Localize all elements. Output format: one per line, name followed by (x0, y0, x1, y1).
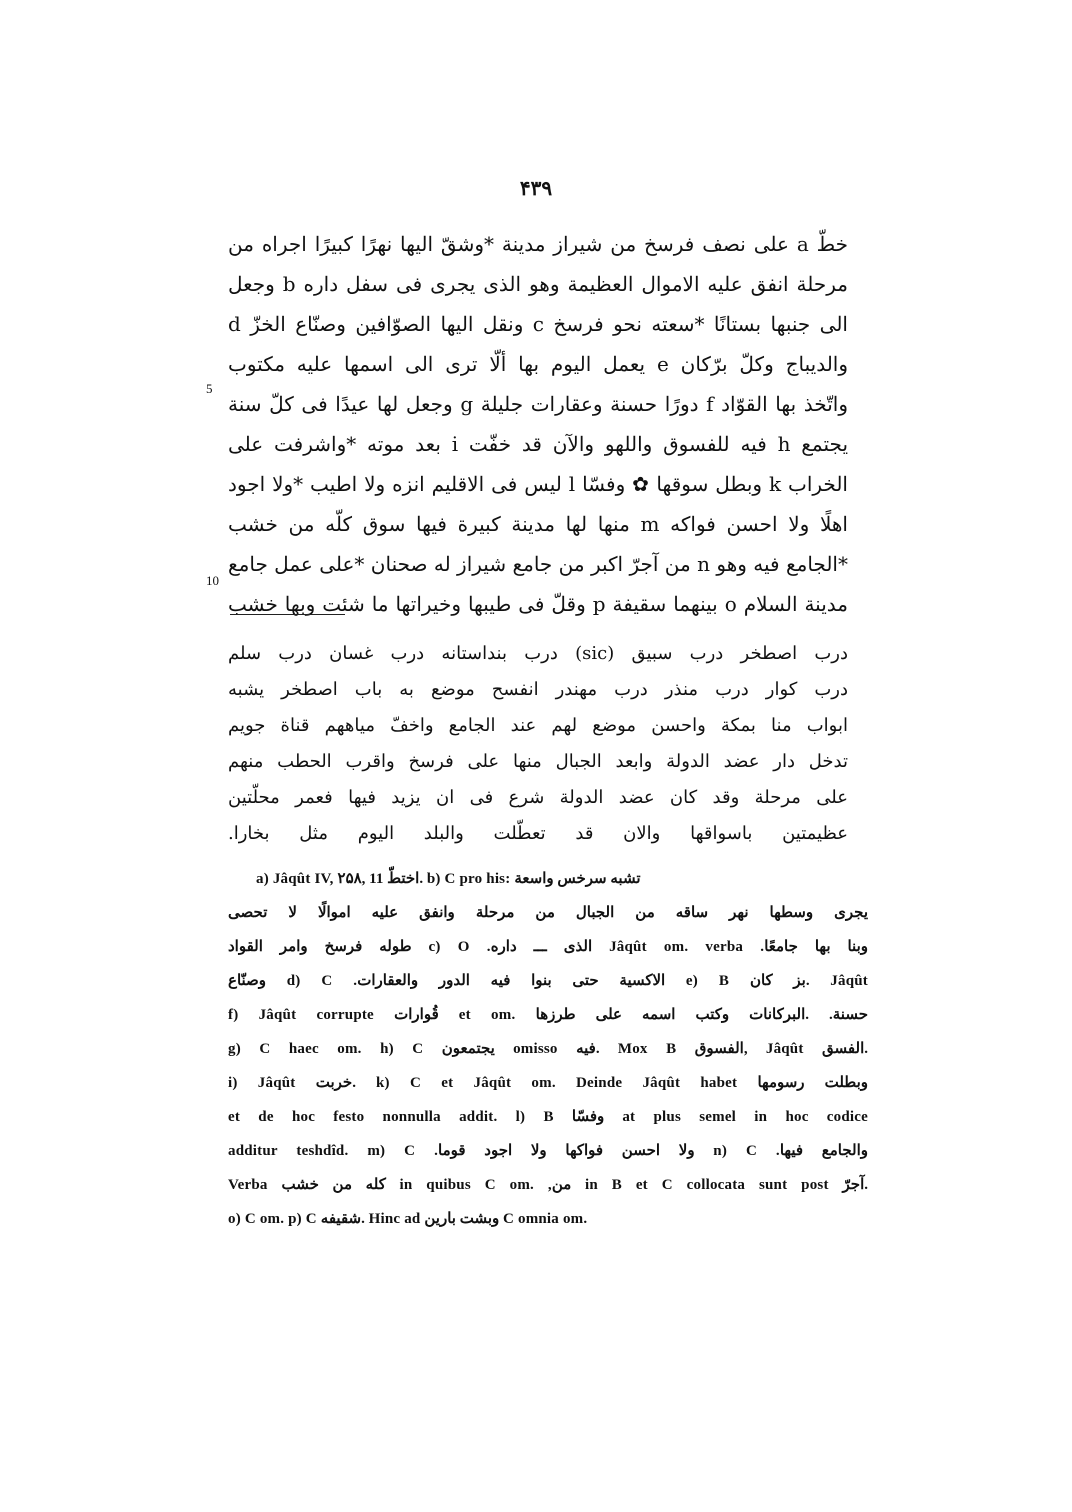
footnotes (228, 862, 868, 1236)
separator-rule (230, 614, 345, 615)
footnote-line: طوله فرسخ وامر القواد c) O .الذى ـــ داره Jâqût om. verba .وبنا بها جامعًا (228, 939, 868, 955)
variant-line: ابواب منا بمكة واحسن موضع لهم عند الجامع واخفّ مياههم قناة جويم (228, 715, 848, 736)
line-number-10: 10 (206, 573, 219, 588)
footnote-line: et de hoc festo nonnulla addit. l) B وفسّا at plus semel in hoc codice (228, 1109, 868, 1125)
footnote-line: a) Jâqût IV, ۲۵۸, 11 اختطّ. b) C pro his: تشبه سرخس واسعة (256, 871, 641, 887)
variant-line: على مرحلة وقد كان عضد الدولة شرع فى ان يزيد فيها فعمر محلّتين (228, 787, 848, 808)
footnote-line: f) Jâqût corrupte قُوارات et om. حسنة. .البركانات وكتب اسمه على طرزها (228, 1007, 868, 1023)
main-line: الخراب k وبطل سوقها ✿ وفسّا l ليس فى الاقليم انزه ولا اطيب *ولا اجود (228, 472, 848, 496)
main-line: مرحلة انفق عليه الاموال العظيمة وهو الذى يجرى فى سفل داره b وجعل (228, 272, 848, 296)
footnote-line: additur teshdîd. m) C .ولا احسن فواكها ولا اجود قوما n) C .والجامع فيها (228, 1143, 868, 1159)
variant-line: درب كوار درب منذر درب مهندر انفسح موضع به باب اصطخر يشبه (228, 679, 848, 700)
main-arabic-text (228, 224, 848, 624)
main-line: خطّ a على نصف فرسخ من شيراز مدينة *وشقّ اليها نهرًا كبيرًا اجراه من (228, 232, 848, 256)
main-line: *الجامع فيه وهو n من آجرّ اكبر من جامع شيراز له صحنان *على عمل جامع (228, 552, 848, 576)
main-line: اهلًا ولا احسن فواكه m منها لها مدينة كبيرة فيها سوق كلّه من خشب (228, 512, 848, 536)
variant-line: عظيمتين باسواقها والان قد تعطّلت والبلد اليوم مثل بخارا. (228, 823, 848, 844)
main-line: واتّخذ بها القوّاد f دورًا حسنة وعقارات جليلة g وجعل لها عيدًا فى كلّ سنة (228, 392, 848, 416)
footnote-line: يجرى وسطها نهر ساقه من الجبال من مرحلة وانفق عليه اموالًا لا تحصى (228, 905, 868, 921)
line-number-5: 5 (206, 381, 213, 396)
variant-line: درب اصطخر درب سبيق (sic) درب بنداستانه درب غسان درب سلم (228, 643, 848, 664)
page-number: ۴۳۹ (519, 176, 553, 200)
variant-line: تدخل دار عضد الدولة وابعد الجبال منها على فرسخ واقرب الحطب منهم (228, 751, 848, 772)
main-line: الى جنبها بستانًا *سعته نحو فرسخ c ونقل اليها الصوّافين وصنّاع الخزّ d (228, 312, 848, 336)
footnote-line: i) Jâqût خربت. k) C et Jâqût om. Deinde Jâqût habet وبطلت رسومها (228, 1075, 868, 1091)
main-line: يجتمع h فيه للفسوق واللهو والآن قد خفّت i بعد موته *واشرفت على (228, 432, 848, 456)
footnote-line: o) C om. p) C شقيفه. Hinc ad وبشت بارين C omnia om. (228, 1211, 588, 1227)
footnote-line: g) C haec om. h) C يجتمعون omisso فيه. Mox B الفسوق, Jâqût الفسق. (228, 1041, 868, 1057)
main-line: والديباج وكلّ برّكان e يعمل اليوم بها ألّا ترى الى اسمها عليه مكتوب (228, 352, 848, 376)
footnote-line: Verba كله من خشب in quibus C om. ,من in B et C collocata sunt post آجرّ. (228, 1177, 868, 1193)
main-line: مدينة السلام o بينهما سقيفة p وقلّ فى طيبها وخيراتها ما شئت وبها خشب (228, 592, 848, 616)
variant-arabic-text (228, 636, 848, 852)
footnote-line: وصنّاع d) C .الاكسية حتى بنوا فيه الدور والعقارات e) B بز كان. Jâqût (228, 973, 868, 989)
